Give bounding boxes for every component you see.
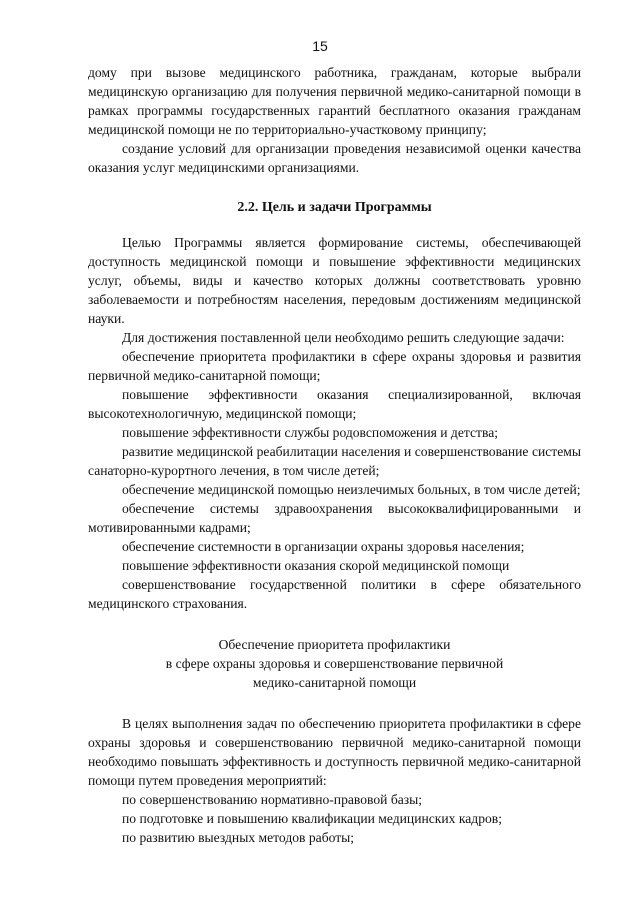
list-item: развитие медицинской реабилитации населения и совершенствование системы санаторно-курортного лечения, в том числе детей;	[88, 444, 581, 478]
document-body	[88, 63, 581, 847]
list-item: по совершенствованию нормативно-правовой базы;	[122, 792, 423, 807]
subheading-line: медико-санитарной помощи	[252, 675, 417, 690]
list-item: повышение эффективности оказания специализированной, включая высокотехнологичную, медицинской помощи;	[88, 387, 581, 421]
paragraph: В целях выполнения задач по обеспечению приоритета профилактики в сфере охраны здоровья и совершенствованию первичной медико-санитарной помощи необходимо повышать эффективность и доступность первичной медико-санитарной помощи путем проведения мероприятий:	[88, 716, 581, 788]
list-item: по подготовке и повышению квалификации медицинских кадров;	[122, 811, 503, 826]
list-item: повышение эффективности оказания скорой медицинской помощи	[122, 558, 510, 573]
subheading-line: в сфере охраны здоровья и совершенствование первичной	[165, 656, 504, 671]
section-title: 2.2. Цель и задачи Программы	[237, 200, 432, 215]
paragraph: Для достижения поставленной цели необходимо решить следующие задачи:	[122, 330, 565, 345]
page-number: 15	[312, 38, 328, 54]
list-item: обеспечение приоритета профилактики в сфере охраны здоровья и развития первичной медико-санитарной помощи;	[88, 349, 581, 383]
list-item: по развитию выездных методов работы;	[122, 830, 355, 845]
list-item: обеспечение системности в организации охраны здоровья населения;	[122, 539, 525, 554]
list-item: обеспечение системы здравоохранения высококвалифицированными и мотивированными кадрами;	[88, 501, 581, 535]
subheading	[88, 635, 581, 692]
list-item: обеспечение медицинской помощью неизлечимых больных, в том числе детей;	[122, 482, 581, 497]
paragraph: дому при вызове медицинского работника, гражданам, которые выбрали медицинскую организацию для получения первичной медико-санитарной помощи в рамках программы государственных гарантий бесплатного оказания гражданам медицинской помощи не по территориально-участковому принципу;	[88, 65, 581, 137]
paragraph: создание условий для организации проведения независимой оценки качества оказания услуг медицинскими организациями.	[88, 141, 581, 175]
list-item: совершенствование государственной политики в сфере обязательного медицинского страхования.	[88, 577, 581, 611]
paragraph: Целью Программы является формирование системы, обеспечивающей доступность медицинской помощи и повышение эффективности медицинских услуг, объемы, виды и качество которых должны соответствовать уровню заболеваемости и потребностям населения, передовым достижениям медицинской науки.	[88, 235, 581, 326]
list-item: повышение эффективности службы родовспоможения и детства;	[122, 425, 499, 440]
subheading-line: Обеспечение приоритета профилактики	[218, 637, 451, 652]
